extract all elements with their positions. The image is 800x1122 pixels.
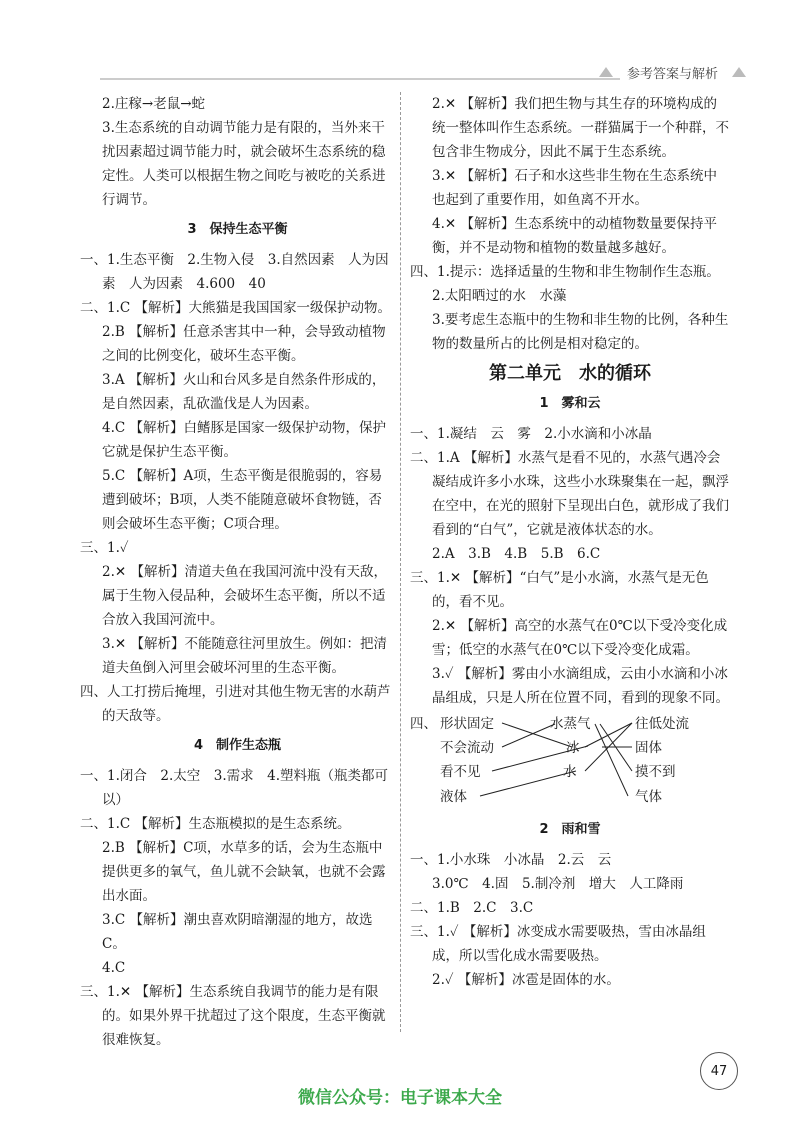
match-line [502,724,555,747]
match-middle-item: 水蒸气 [550,716,591,732]
header-triangle-icon [732,67,746,77]
answer-line: 2.庄稼→老鼠→蛇 [102,96,206,112]
answer-line: 一、1.凝结 云 雾 2.小水滴和小冰晶 [410,426,652,442]
answer-line: 二、1.C 【解析】大熊猫是我国国家一级保护动物。 [80,300,392,316]
match-left-item: 看不见 [440,764,481,780]
match-line [585,723,632,747]
answer-line: 四、人工打捞后掩埋，引进对其他生物无害的水葫芦的天敌等。 [80,684,391,724]
answer-line: 四、1.提示：选择适量的生物和非生物制作生态瓶。 [410,264,720,280]
right-column [410,92,730,992]
left-column [80,92,395,1052]
answer-line: 3.✓ 【解析】雾由小水滴组成，云由小水滴和小冰晶组成，只是人所在位置不同，看到的现象不同。 [432,666,729,706]
answer-line: 二、1.A 【解析】水蒸气是看不见的，水蒸气遇冷会凝结成许多小水珠，这些小水珠聚集在一起，飘浮在空中，在光的照射下呈现出白色，就形成了我们看到的“白气”，它就是液体状态的水。 [410,450,729,538]
match-right-item: 往低处流 [635,716,689,732]
section-title: 3 保持生态平衡 [187,222,288,237]
header-rule [100,78,620,80]
answer-line: 一、1.闭合 2.太空 3.需求 4.塑料瓶（瓶类都可以） [80,768,389,808]
section-title: 2 雨和雪 [539,822,601,837]
answer-line: 二、1.B 2.C 3.C [410,900,534,916]
answer-line: 3.C 【解析】潮虫喜欢阴暗潮湿的地方，故选C。 [102,912,373,952]
answer-line: 2.✕ 【解析】高空的水蒸气在0℃以下受冷变化成雪；低空的水蒸气在0℃以下受冷变化成霜。 [432,618,728,658]
match-middle-item: 冰 [566,740,580,756]
answer-line: 2.B 【解析】C项，水草多的话，会为生态瓶中提供更多的氧气，鱼儿就不会缺氧，也就不会露出水面。 [102,840,386,904]
answer-line: 三、1.✕ 【解析】“白气”是小水滴，水蒸气是无色的，看不见。 [410,570,709,610]
match-right-item: 固体 [635,740,662,756]
match-right-item: 气体 [635,789,662,805]
answer-line: 3.A 【解析】火山和台风多是自然条件形成的，是自然因素，乱砍滥伐是人为因素。 [102,372,386,412]
answer-line: 4.✕ 【解析】生态系统中的动植物数量要保持平衡，并不是动物和植物的数量越多越好。 [432,216,717,256]
match-middle-item: 水 [563,764,577,780]
answer-line: 一、1.小水珠 小冰晶 2.云 云 [410,852,612,868]
answer-line: 2.B 【解析】任意杀害其中一种，会导致动植物之间的比例变化，破坏生态平衡。 [102,324,386,364]
header-title: 参考答案与解析 [626,66,718,82]
answer-line: 二、1.C 【解析】生态瓶模拟的是生态系统。 [80,816,351,832]
column-divider [400,92,401,1032]
matching-diagram [410,712,730,812]
answer-line: 三、1.✓ 【解析】冰变成水需要吸热，雪由冰晶组成，所以雪化成水需要吸热。 [410,924,706,964]
answer-line: 4.C 【解析】白鳍豚是国家一级保护动物，保护它就是保护生态平衡。 [102,420,387,460]
footer-watermark: 微信公众号：电子课本大全 [298,1088,502,1108]
answer-line: 2.✓ 【解析】冰雹是固体的水。 [432,972,620,988]
answer-line: 4.C [102,960,126,976]
match-right-item: 摸不到 [635,764,676,780]
answer-line: 5.C 【解析】A项，生态平衡是很脆弱的，容易遭到破坏；B项，人类不能随意破坏食物链，否则会破坏生态平衡；C项合理。 [102,468,383,532]
answer-line: 3.✕ 【解析】石子和水这些非生物在生态系统中也起到了重要作用，如鱼离不开水。 [432,168,717,208]
match-line [595,724,628,796]
match-line [480,771,576,796]
match-left-item: 形状固定 [440,716,494,732]
answer-line: 三、1.✓ [80,540,129,556]
answer-line: 2.✕ 【解析】清道夫鱼在我国河流中没有天敌，属于生物入侵品种，会破坏生态平衡，所以不适合放入我国河流中。 [102,564,387,628]
answer-line: 三、1.✕ 【解析】生态系统自我调节的能力是有限的。如果外界干扰超过了这个限度，生态平衡就很难恢复。 [80,984,386,1048]
unit-title: 第二单元 水的循环 [489,363,651,384]
answer-line: 一、1.生态平衡 2.生物入侵 3.自然因素 人为因素 人为因素 4.600 40 [80,252,389,292]
page-number: 47 [700,1052,738,1090]
answer-line: 2.✕ 【解析】我们把生物与其生存的环境构成的统一整体叫作生态系统。一群猫属于一个种群，不包含非生物成分，因此不属于生态系统。 [432,96,729,160]
match-left-item: 液体 [440,789,467,805]
answer-line: 2.A 3.B 4.B 5.B 6.C [432,546,601,562]
answer-line: 3.要考虑生态瓶中的生物和非生物的比例，各种生物的数量所占的比例是相对稳定的。 [432,312,729,352]
section-title: 4 制作生态瓶 [193,738,282,753]
answer-line: 3.0℃ 4.固 5.制冷剂 增大 人工降雨 [432,876,684,892]
match-left-item: 不会流动 [440,740,494,756]
answer-line: 3.✕ 【解析】不能随意往河里放生。例如：把清道夫鱼倒入河里会破坏河里的生态平衡。 [102,636,387,676]
answer-line: 3.生态系统的自动调节能力是有限的，当外来干扰因素超过调节能力时，就会破坏生态系统的稳定性。人类可以根据生物之间吃与被吃的关系进行调节。 [102,120,386,208]
answer-line: 2.太阳晒过的水 水藻 [432,288,567,304]
match-prefix: 四、 [410,716,437,732]
page-header [595,58,750,86]
section-title: 1 雾和云 [539,396,601,411]
header-triangle-icon [599,67,613,77]
